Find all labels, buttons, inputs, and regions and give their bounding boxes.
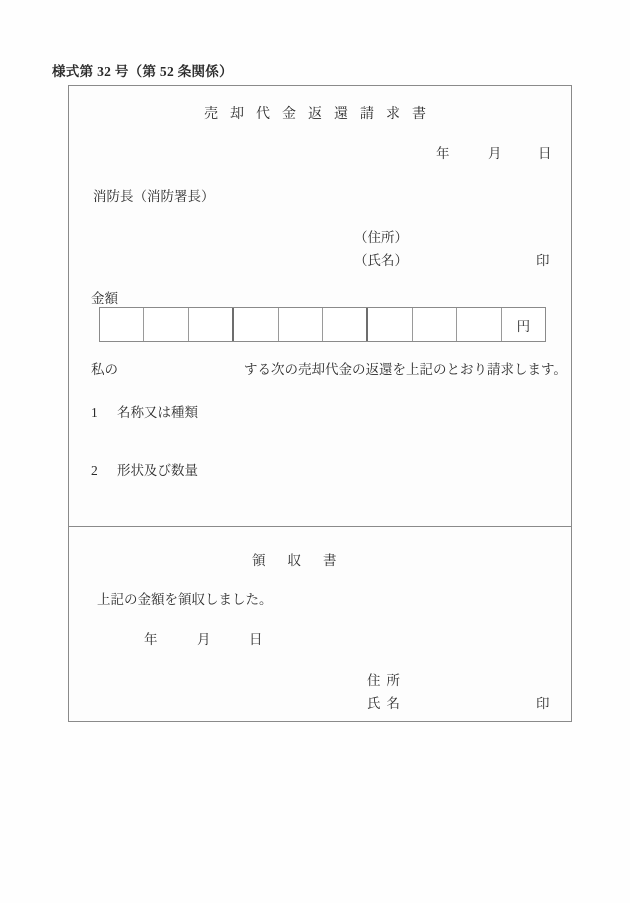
applicant-seal-label: 印	[536, 253, 550, 268]
amount-label: 金額	[91, 291, 118, 306]
item-label: 形状及び数量	[117, 463, 198, 478]
amount-cell[interactable]	[100, 308, 144, 341]
receipt-statement: 上記の金額を領収しました。	[97, 592, 273, 607]
list-item	[91, 464, 198, 478]
applicant-address-label: （住所）	[354, 230, 408, 245]
amount-cell[interactable]	[368, 308, 412, 341]
item-label: 名称又は種類	[117, 405, 198, 420]
amount-cell[interactable]	[144, 308, 188, 341]
amount-cell[interactable]	[323, 308, 368, 341]
item-number: 2	[91, 463, 98, 478]
applicant-name-label: （氏名）	[354, 253, 408, 268]
form-box	[68, 85, 572, 722]
amount-cell[interactable]	[457, 308, 501, 341]
request-date-month-label: 月	[488, 146, 502, 161]
form-number-heading: 様式第 32 号（第 52 条関係）	[52, 64, 233, 79]
request-section	[69, 86, 571, 527]
request-date-day-label: 日	[538, 146, 552, 161]
amount-cell[interactable]	[413, 308, 457, 341]
request-date-year-label: 年	[436, 146, 450, 161]
statement-main-text: する次の売却代金の返還を上記のとおり請求します。	[244, 362, 567, 377]
list-item	[91, 406, 198, 420]
receipt-seal-label: 印	[536, 696, 550, 711]
receipt-section	[69, 527, 571, 721]
addressee-label: 消防長（消防署長）	[93, 189, 215, 204]
amount-cell[interactable]	[234, 308, 278, 341]
amount-unit-cell: 円	[516, 318, 531, 334]
amount-cell[interactable]	[189, 308, 234, 341]
receipt-date-day-label: 日	[249, 632, 263, 647]
receipt-name-label: 氏名	[367, 696, 406, 711]
receipt-address-label: 住所	[367, 673, 406, 688]
statement-prefix: 私の	[91, 362, 118, 377]
receipt-date-month-label: 月	[197, 632, 211, 647]
amount-grid	[99, 307, 546, 342]
item-number: 1	[91, 405, 98, 420]
receipt-title: 領収書	[252, 553, 359, 568]
document-title: 売却代金返還請求書	[204, 107, 438, 122]
amount-cell[interactable]	[279, 308, 323, 341]
receipt-date-year-label: 年	[144, 632, 158, 647]
